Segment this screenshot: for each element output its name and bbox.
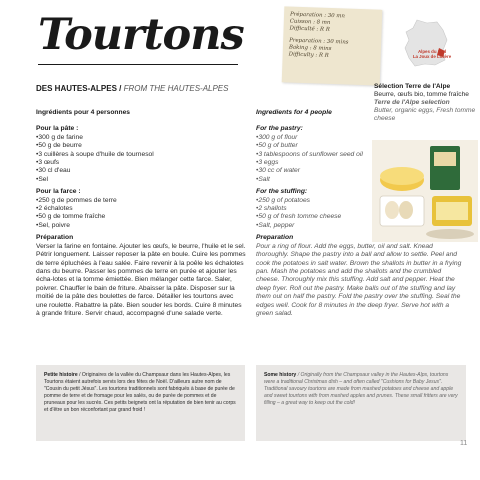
prep-time-fr: Préparation : 30 mn	[289, 11, 346, 20]
stuffing-item: • Salt, pepper	[256, 222, 464, 230]
product-text-en: Butter, organic eggs, Fresh tomme cheese	[374, 107, 476, 122]
prep-time-en: Preparation : 30 mins	[289, 37, 349, 46]
history-box-fr	[36, 365, 245, 441]
ingredients-intro-fr: Ingrédients pour 4 personnes	[36, 109, 131, 116]
history-label-en: Some history	[264, 372, 297, 378]
pastry-title-fr: Pour la pâte :	[36, 125, 79, 133]
page-number: 11	[460, 440, 468, 447]
region-sep: /	[116, 84, 124, 93]
stuffing-title-fr: Pour la farce :	[36, 188, 81, 196]
history-box-en	[256, 365, 466, 441]
recipe-column-fr	[36, 109, 246, 318]
recipe-info-card	[282, 6, 383, 85]
products-photo	[372, 140, 478, 242]
product-title-fr: Sélection Terre de l'Alpe	[374, 83, 451, 90]
title-underline	[38, 64, 238, 65]
pastry-item: • 30 cl d'eau	[36, 167, 246, 175]
map-label: Alpes du Sud La Joux de Lozère	[412, 49, 452, 59]
pastry-title-en: For the pastry:	[256, 125, 303, 133]
product-text-fr: Beurre, œufs bio, tomme fraîche	[374, 91, 469, 98]
stuffing-item: • 250 g de pommes de terre	[36, 197, 246, 205]
region-en: FROM THE HAUTES-ALPES	[123, 84, 229, 93]
cook-time-en: Baking : 8 mins	[288, 44, 332, 52]
difficulty-fr: Difficulté : R R	[289, 25, 330, 34]
stuffing-item: • 2 échalotes	[36, 205, 246, 213]
pastry-item: • 3 œufs	[36, 159, 246, 167]
stuffing-item: • Sel, poivre	[36, 222, 246, 230]
pastry-item: • 50 g of butter	[256, 142, 464, 150]
stuffing-item: • 50 g of fresh tomme cheese	[256, 213, 464, 221]
history-label-fr: Petite histoire	[44, 372, 78, 378]
pastry-item: • 3 tablespoons of sunflower seed oil	[256, 151, 366, 159]
stuffing-item: • 50 g de tomme fraîche	[36, 213, 246, 221]
pastry-item: • 50 g de beurre	[36, 142, 246, 150]
stuffing-item: • 2 shallots	[256, 205, 464, 213]
ingredients-intro-en: Ingredients for 4 people	[256, 109, 332, 116]
prep-text-en: Pour a ring of flour. Add the eggs, butter, oil and salt. Knead thoroughly. Shape the pastry into a ball and allow to settle. Peel and cook the potatoes in salt water. Brown the shallots in butter in a frying pan. Mash the potatoes and add the shallots and the crumbled cheese. Thoroughly mix this stuffing. Add salt and pepper. Heat the deep fryer. Roll out the pastry. Make balls out of the stuffing and lay them out on half the pastry. Fold the pastry over the stuffing. Seal the edges well. Cook for 8 minutes in the deep fryer. Serve hot with a green salad.	[256, 242, 462, 317]
cook-time-fr: Cuisson : 8 mn	[289, 18, 331, 27]
region-heading	[36, 84, 228, 93]
stuffing-title-en: For the stuffing:	[256, 188, 308, 196]
pastry-item: • Salt	[256, 176, 464, 184]
difficulty-en: Difficulty : R R	[288, 51, 329, 59]
prep-text-fr: Verser la farine en fontaine. Ajouter les œufs, le beurre, l'huile et le sel. Pétrir longuement. Laisser reposer la pâte en boule. Cuire les pommes de terre épluchées à l'eau salée. Faire revenir à la poêle les échalotes dans du beurre. Passer les pommes de terre en purée et ajouter les écha-lotes et la tomme émiettée. Bien mélanger cette farce. Saler, poivrer. Chauffer le bain de friture. Abaisser la pâte. Disposer sur la moitié de la pâte des boulettes de farce. Détailler les tourtons avec une roulette. Rabattre la pâte. Bien souder les bords. Cuire 8 minutes à grande friture. Servir chaud, accompagné d'une salade verte.	[36, 242, 246, 317]
stuffing-item: • 250 g of potatoes	[256, 197, 464, 205]
history-text-en: / Originally from the Champsaur valley in the Hautes-Alps, tourtons were a traditional Christmas dish – and often called "Cushions for Baby Jesus". Traditional savoury tourtons are made from mashed potatoes and cheese and apple and sweet tourtons with from mashed apples and prunes. These small fritters are very filling – a great way to keep out the cold!	[264, 372, 458, 406]
prep-title-en: Preparation	[256, 234, 294, 242]
pastry-item: • 3 eggs	[256, 159, 464, 167]
france-map-icon	[403, 18, 449, 68]
pastry-item: • 30 cc of water	[256, 167, 464, 175]
pastry-item: • 3 cuillères à soupe d'huile de tournesol	[36, 151, 246, 159]
region-fr: DES HAUTES-ALPES	[36, 84, 117, 93]
prep-title-fr: Préparation	[36, 234, 74, 242]
recipe-title: Tourtons	[38, 10, 244, 60]
pastry-item: • 300 g de farine	[36, 134, 246, 142]
product-title-en: Terre de l'Alpe selection	[374, 99, 450, 106]
pastry-item: • Sel	[36, 176, 246, 184]
pastry-item: • 300 g of flour	[256, 134, 464, 142]
history-text-fr: / Originaires de la vallée du Champsaur dans les Hautes-Alpes, les Tourtons étaient autrefois servis lors des fêtes de Noël. D'ailleurs autre nom de "Cousin du petit Jésus". Les tourtons traditionnels sont fabriqués à base de purée de pomme de terre et de fromage pour les salés, ou de purée de pommes et de pruneaux pour les sucrés. Ces petits beignets ont la réputation de bien tenir au corps et d'être un bon réconfortant par grand froid !	[44, 372, 236, 413]
